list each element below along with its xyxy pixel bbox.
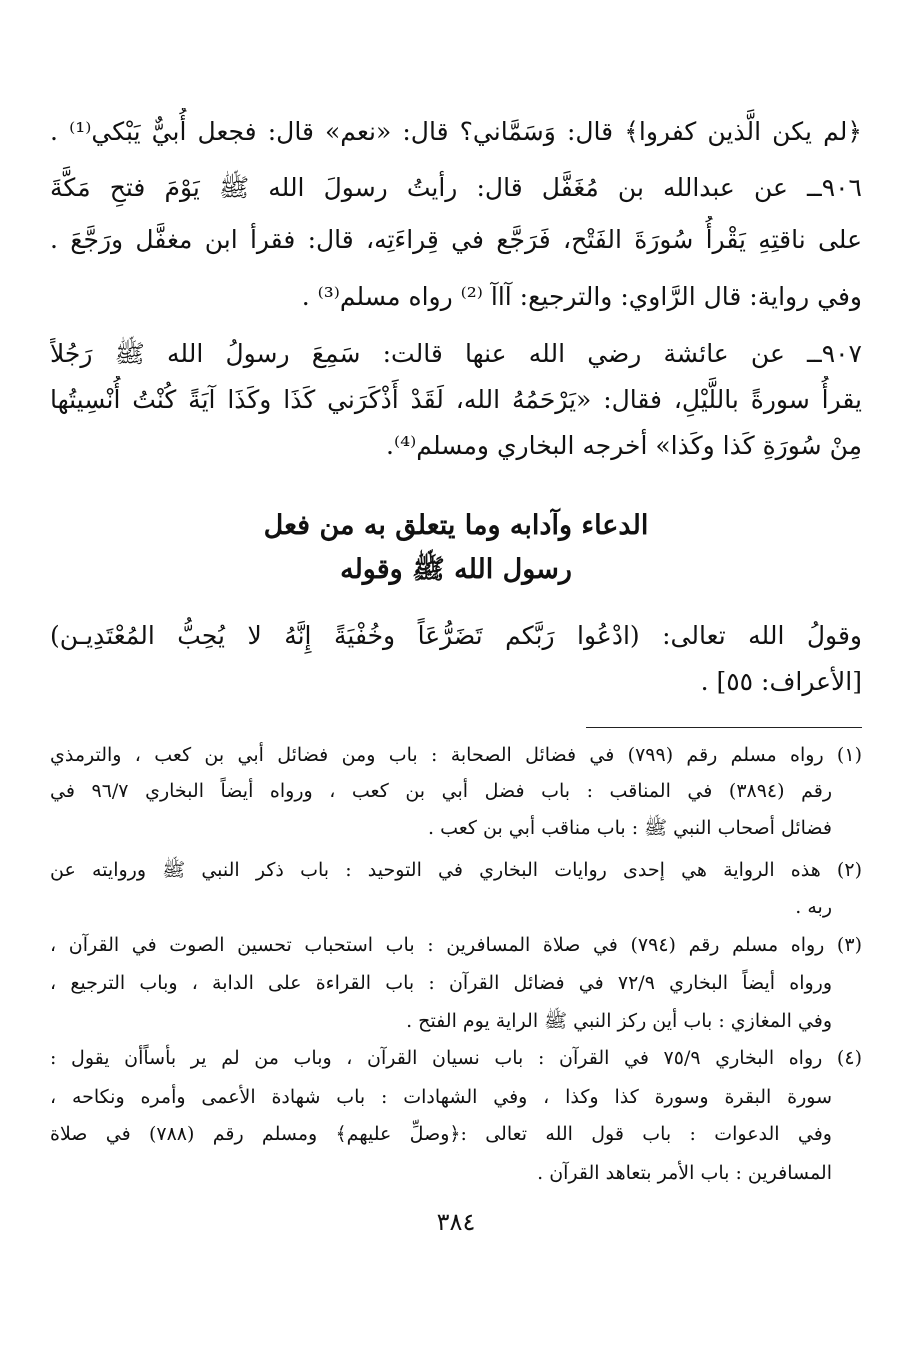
footnote-3: (٣) رواه مسلم رقم (٧٩٤) في صلاة المسافرين : باب استحباب تحسين الصوت في القرآن ،	[50, 934, 862, 956]
footnote-4: (٤) رواه البخاري ٧٥/٩ في القرآن : باب نسيان القرآن ، وباب من لم ير بأساًأن يقول :	[50, 1047, 862, 1069]
section-heading: الدعاء وآدابه وما يتعلق به من فعل	[263, 510, 649, 541]
text-line: على ناقتِهِ يَقْرأُ سُورَةَ الفَتْح، فَرَجَّع في قِراءَتِه، قال: فقرأ ابن مغفَّل ورَجَّعَ .	[50, 225, 862, 254]
quran-verse-line: وقولُ الله تعالى: (ادْعُوا رَبَّكم تَضَرُّعَاً وخُفْيَةً إِنَّهُ لا يُحِبُّ المُعْتَدِيـن)	[50, 621, 862, 650]
text-line: ﴿لم يكن الَّذين كفروا﴾ قال: وَسَمَّاني؟ قال: «نعم» قال: فجعل أُبيٌّ يَبْكي⁽¹⁾ .	[50, 117, 862, 146]
footnote-divider	[586, 727, 862, 728]
hadith-907-line: ٩٠٧ــ عن عائشة رضي الله عنها قالت: سَمِعَ رسولُ الله ﷺ رَجُلاً	[50, 339, 862, 368]
text-line: وفي رواية: قال الرَّاوي: والترجيع: آاآ ⁽²⁾ رواه مسلم⁽³⁾ .	[301, 282, 862, 311]
footnote-line: وفي المغازي : باب أين ركز النبي ﷺ الراية يوم الفتح .	[406, 1010, 832, 1032]
quran-reference-line: [الأعراف: ٥٥] .	[700, 667, 862, 696]
footnote-line: المسافرين : باب الأمر بتعاهد القرآن .	[537, 1162, 832, 1184]
footnote-line: فضائل أصحاب النبي ﷺ : باب مناقب أبي بن كعب .	[428, 817, 832, 839]
footnote-1: (١) رواه مسلم رقم (٧٩٩) في فضائل الصحابة : باب ومن فضائل أبي بن كعب ، والترمذي	[50, 744, 862, 766]
footnote-line: ربه .	[795, 896, 832, 918]
footnote-line: سورة البقرة وسورة كذا وكذا ، وفي الشهادات : باب شهادة الأعمى وأمره ونكاحه ،	[50, 1086, 832, 1108]
footnote-line: وفي الدعوات : باب قول الله تعالى :﴿وصلِّ عليهم﴾ ومسلم رقم (٧٨٨) في صلاة	[50, 1123, 832, 1145]
page-number: ٣٨٤	[436, 1208, 476, 1236]
section-heading: رسول الله ﷺ وقوله	[340, 554, 572, 585]
text-line: مِنْ سُورَةِ كَذا وكَذا» أخرجه البخاري ومسلم⁽⁴⁾.	[386, 431, 862, 460]
hadith-906-line: ٩٠٦ــ عن عبدالله بن مُغَفَّل قال: رأيتُ رسولَ الله ﷺ يَوْمَ فتحِ مَكَّةَ	[50, 173, 862, 202]
footnote-line: رقم (٣٨٩٤) في المناقب : باب فضل أبي بن كعب ، ورواه أيضاً البخاري ٩٦/٧ في	[50, 780, 832, 802]
footnote-2: (٢) هذه الرواية هي إحدى روايات البخاري في التوحيد : باب ذكر النبي ﷺ وروايته عن	[50, 859, 862, 881]
footnote-line: ورواه أيضاً البخاري ٧٢/٩ في فضائل القرآن : باب القراءة على الدابة ، وباب الترجيع ،	[50, 972, 832, 994]
text-line: يقرأُ سورةً باللَّيْلِ، فقال: «يَرْحَمُهُ الله، لَقَدْ أَذْكَرَني كَذَا وكَذَا آيَةً كُنْتُ أُنْسِيتُها	[50, 385, 862, 414]
